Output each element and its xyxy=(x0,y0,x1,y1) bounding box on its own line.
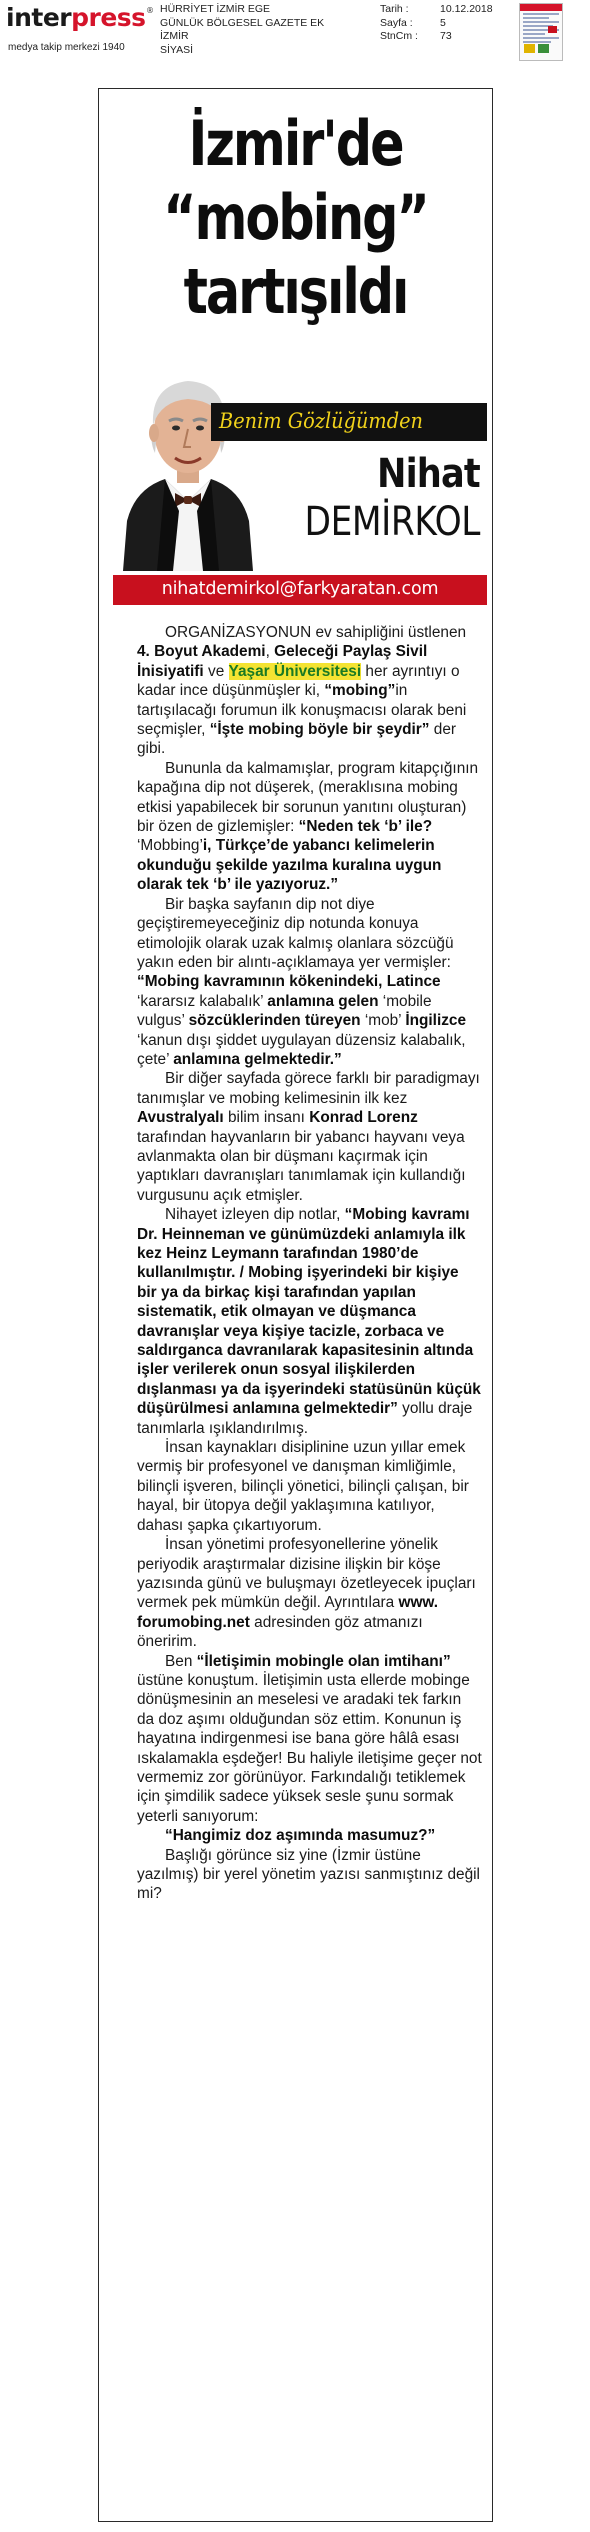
paragraph-text: ‘mobile vulgus’ xyxy=(137,992,432,1030)
paragraph-text: ORGANİZASYONUN ev sahipliğini üstlenen xyxy=(165,624,467,641)
bold-text: Konrad Lorenz xyxy=(309,1109,418,1127)
paragraph-text: üstüne konuştum. İletişimin usta ellerde mobinge dönüşmesinin an meselesi ve aradaki tek farkın da doz aşımı olduğundan söz ettim. Konunun iş hayatına indirgenmesi ise bana göre hâlâ esası ıskalamakla eşdeğer! Bu haliyle iletişime geçer not vermemiz zor görünüyor. Farkındalığı tetiklemek için şimdilik sadece yüksek sesle şunu sormak yeterli sanıyorum: xyxy=(137,1671,482,1825)
paragraph-text: der gibi. xyxy=(137,721,457,758)
bold-text: “Hangimiz doz aşımında masumuz?” xyxy=(165,1827,436,1845)
paragraph-text: her ayrıntıyı o kadar ince düşünmüşler ki, xyxy=(137,662,460,700)
logo-press-text: press xyxy=(71,3,146,32)
paragraph-text: in tartışılacağı forumun ilk konuşmacısı olarak beni seçmişler, xyxy=(137,682,467,739)
paragraph-text: yollu draje tanımlarla ışıklandırılmış. xyxy=(137,1400,473,1437)
bold-text: sözcüklerinden türeyen xyxy=(188,1012,361,1030)
article-paragraph xyxy=(137,1205,482,1438)
paragraph-text: ‘kanun dışı şiddet uygulayan düzensiz kalabalık, çete’ xyxy=(137,1031,466,1068)
bold-text: “İletişimin mobingle olan imtihanı” xyxy=(196,1652,451,1670)
bold-text: anlamına gelmektedir.” xyxy=(173,1050,342,1068)
paragraph-text: adresinden göz atmanızı öneririm. xyxy=(137,1613,423,1651)
author-email[interactable]: nihatdemirkol@farkyaratan.com xyxy=(161,579,439,599)
paragraph-text: ‘kararsız kalabalık’ xyxy=(137,992,268,1010)
column-name: Benim Gözlüğümden xyxy=(219,409,423,433)
bold-text: İngilizce xyxy=(405,1012,467,1030)
author-first-name: Nihat xyxy=(377,451,480,497)
article-paragraph xyxy=(137,1069,482,1205)
article-clipping xyxy=(98,88,493,2522)
paragraph-text: İnsan kaynakları disiplinine uzun yıllar emek vermiş bir profesyonel ve danışman kimliğimle, bilinçli işveren, bilinçli yönetici, bilinçli çalışan, bir hayal, bir ütopya değil yaklaşımına katılıyor, dahası şapka çıkartıyorum. xyxy=(137,1439,469,1534)
paragraph-text: ‘Mobbing’ xyxy=(137,837,203,855)
clipping-header xyxy=(0,0,590,62)
bold-text: “mobing” xyxy=(324,682,396,700)
article-paragraph xyxy=(137,1826,482,1845)
bold-text: “Neden tek ‘b’ ile? xyxy=(298,818,433,836)
paragraph-text: Bir diğer sayfada görece farklı bir paradigmayı tanımışlar ve mobing kelimesinin ilk kez xyxy=(137,1070,480,1107)
logo-tagline: medya takip merkezi 1940 xyxy=(8,42,125,53)
headline-line-3: tartışıldı xyxy=(183,255,408,328)
bold-text: “İşte mobing böyle bir şeydir” xyxy=(209,721,430,739)
headline-line-1: İzmir'de xyxy=(188,107,403,180)
bold-text: “Mobing kavramının kökenindeki, Latince xyxy=(137,973,441,991)
publication-type: GÜNLÜK BÖLGESEL GAZETE EK xyxy=(160,16,325,29)
bold-text: i, Türkçe’de yabancı kelimelerin okunduğu şekilde yazılma kuralına uygun olarak tek ‘b’ ile yazıyoruz.” xyxy=(137,837,442,894)
bold-text: www. forumobing.net xyxy=(137,1594,439,1631)
article-paragraph xyxy=(137,1846,482,1904)
paragraph-text: Bir başka sayfanın dip not diye geçiştiremeyeceğiniz dip notunda konuya etimolojik olarak uzak kalmış olanlara sözcüğü yakın eden bir alıntı-açıklamaya yer vermişler: xyxy=(137,895,454,971)
paragraph-text: , xyxy=(265,643,275,661)
article-paragraph xyxy=(137,1535,482,1651)
paragraph-text: ve xyxy=(203,662,229,680)
meta-column-cm: StnCm : 73 xyxy=(380,30,452,42)
bold-text: Geleceği Paylaş Sivil İnisiyatifi xyxy=(137,643,428,680)
publication-city: İZMİR xyxy=(160,30,189,42)
bold-text: Avustralyalı xyxy=(137,1109,224,1127)
paragraph-text: Bununla da kalmamışlar, program kitapçığının kapağına dip not düşerek, (meraklısına mobing etkisi yapabilecek bir sorunun yanıtını oluşturan) bir özen de gizlemişler: xyxy=(137,759,479,836)
meta-page: Sayfa : 5 xyxy=(380,16,446,29)
publication-name: HÜRRİYET İZMİR EGE xyxy=(160,3,271,15)
article-body xyxy=(137,623,482,1904)
bold-text: “Mobing kavramı Dr. Heinneman ve günümüzdeki anlamıyla ilk kez Heinz Leymann tarafından 1980’de kullanılmıştır. / Mobing işyerindeki bir kişiye bir ya da birkaç kişi tarafından yapılan sistematik, etik olmayan ve düşmanca davranışlar veya kişiye tacizle, zorbaca ve saldırganca davranılarak kapasitesinin altında işler verilerek onun sosyal ilişkilerden dışlanması ya da işyerindeki statüsünün küçük düşürülmesi anlamına gelmektedir” xyxy=(137,1206,481,1418)
headline xyxy=(134,107,456,329)
meta-date: Tarih : 10.12.2018 xyxy=(380,3,493,15)
paragraph-text: İnsan yönetimi profesyonellerine yönelik periyodik araştırmalar dizisine ilişkin bir köşe yazısında günü ve buluşmayı özetleyecek ipuçları vermek pek mümkün değil. Ayrıntılara xyxy=(137,1536,476,1612)
paragraph-text: tarafından hayvanların bir yabancı hayvanı veya avlanmakta olan bir düşmanı kaçırmak için yaptıkları davranışları tanımlamak için kullandığı vurgusunu açık etmişler. xyxy=(137,1128,466,1204)
page-thumbnail[interactable] xyxy=(519,3,563,61)
paragraph-text: Nihayet izleyen dip notlar, xyxy=(165,1206,345,1224)
article-paragraph xyxy=(137,623,482,759)
paragraph-text: bilim insanı xyxy=(223,1109,310,1127)
registered-mark: ® xyxy=(146,6,154,15)
article-paragraph xyxy=(137,895,482,1070)
publication-section: SİYASİ xyxy=(160,43,194,56)
article-paragraph xyxy=(137,759,482,895)
clipping-meta xyxy=(380,3,500,44)
bold-text: anlamına gelen xyxy=(267,992,379,1010)
headline-line-2: “mobing” xyxy=(163,181,428,254)
author-portrait xyxy=(113,361,263,571)
paragraph-text: ‘mob’ xyxy=(360,1012,406,1030)
interpress-logo xyxy=(6,4,156,58)
logo-inter-text: inter xyxy=(6,3,72,32)
column-banner xyxy=(211,403,487,441)
author-email-bar xyxy=(113,575,487,605)
highlighted-text: Yaşar Üniversitesi xyxy=(228,662,362,680)
bold-text: 4. Boyut Akademi xyxy=(137,643,266,661)
author-last-name: DEMİRKOL xyxy=(304,499,480,545)
paragraph-text: Ben xyxy=(165,1652,197,1670)
paragraph-text: Başlığı görünce siz yine (İzmir üstüne yazılmış) bir yerel yönetim yazısı sanmıştınız değil mi? xyxy=(137,1846,480,1903)
article-paragraph xyxy=(137,1438,482,1535)
article-paragraph xyxy=(137,1652,482,1827)
publication-info xyxy=(160,3,324,57)
